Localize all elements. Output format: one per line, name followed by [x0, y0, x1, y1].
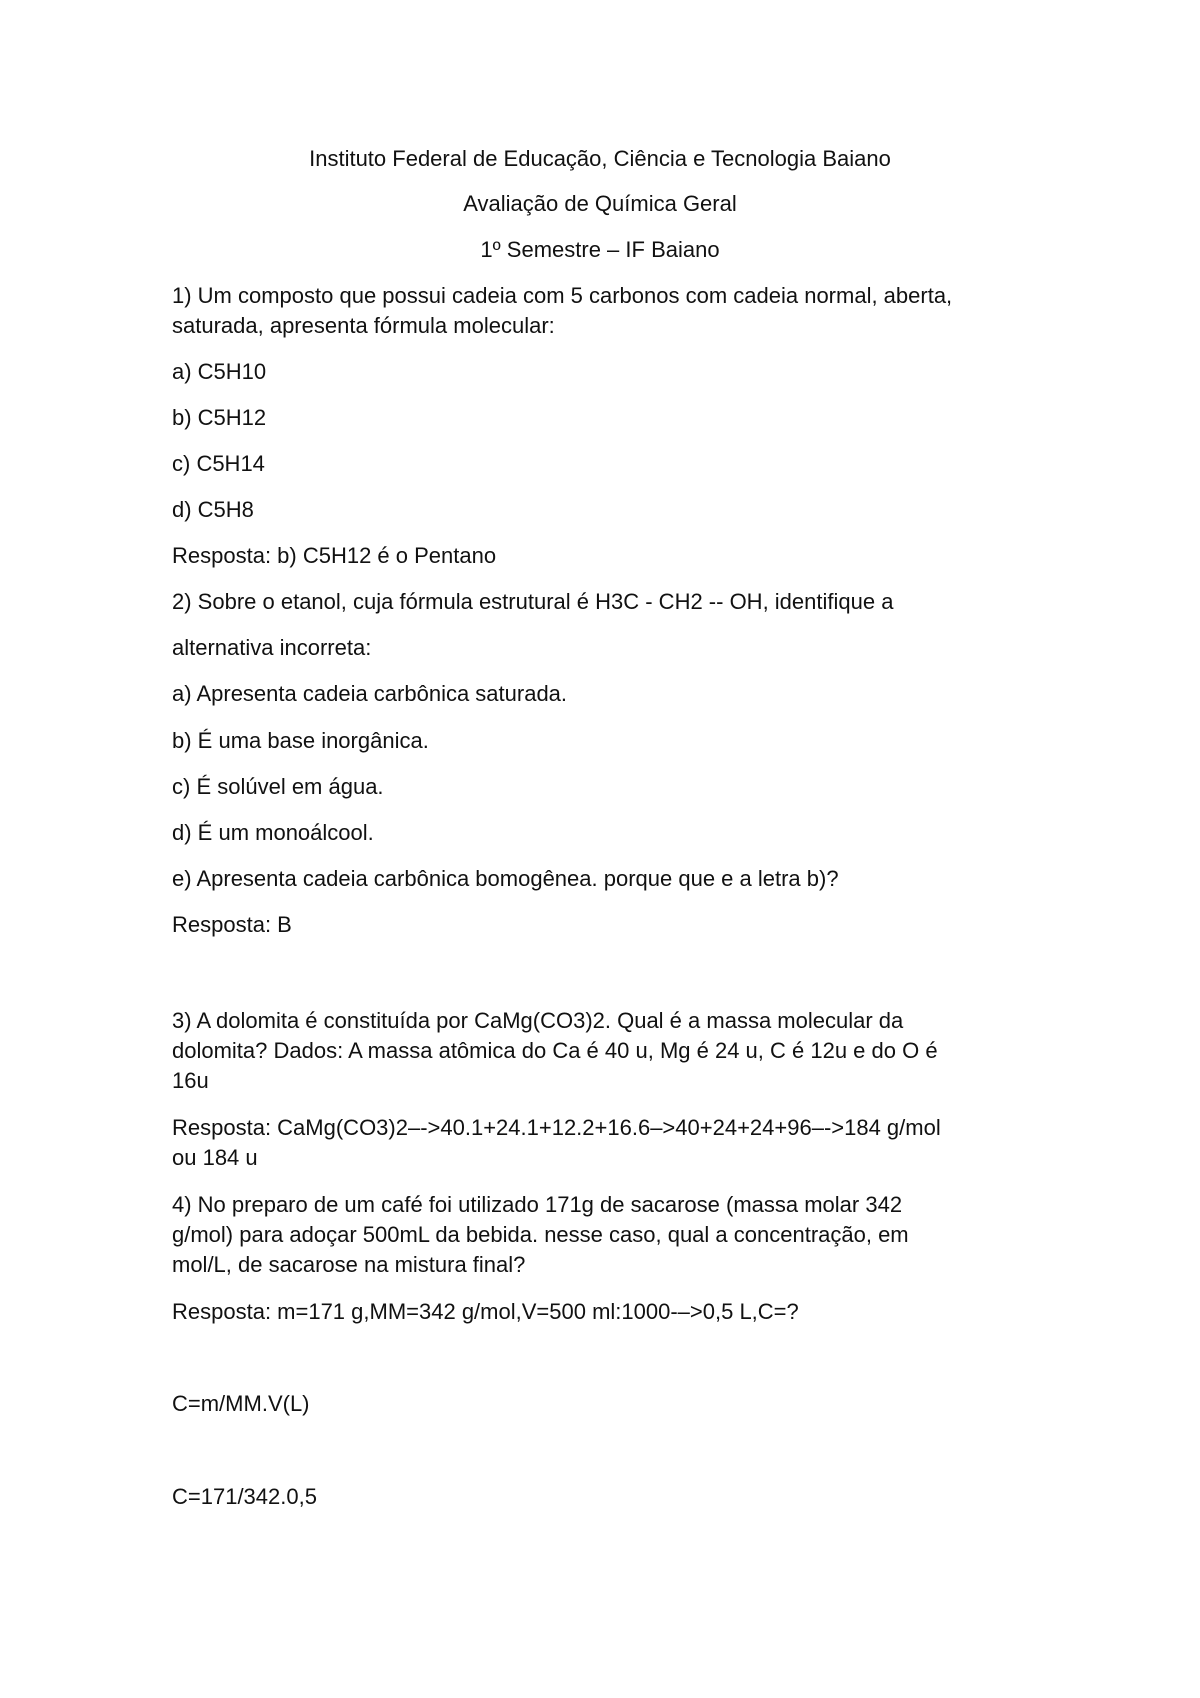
q1-option-a: a) C5H10	[172, 359, 267, 384]
q3-stem-line2: dolomita? Dados: A massa atômica do Ca é 40 u, Mg é 24 u, C é 12u e do O é	[172, 1038, 938, 1063]
q2-stem-line2: alternativa incorreta:	[172, 635, 372, 660]
exam-title: Avaliação de Química Geral	[463, 191, 737, 216]
q3-stem-line3: 16u	[172, 1068, 209, 1093]
q2-option-c: c) É solúvel em água.	[172, 774, 384, 799]
q4-stem-line1: 4) No preparo de um café foi utilizado 171g de sacarose (massa molar 342	[172, 1192, 903, 1217]
q4-stem-line2: g/mol) para adoçar 500mL da bebida. nesse caso, qual a concentração, em	[172, 1222, 909, 1247]
q3-answer-line1: Resposta: CaMg(CO3)2–->40.1+24.1+12.2+16.6–>40+24+24+96–->184 g/mol	[172, 1115, 941, 1140]
institution-title: Instituto Federal de Educação, Ciência e Tecnologia Baiano	[309, 146, 891, 171]
q2-option-b: b) É uma base inorgânica.	[172, 728, 429, 753]
q2-option-a: a) Apresenta cadeia carbônica saturada.	[172, 681, 568, 706]
q4-formula: C=m/MM.V(L)	[172, 1391, 310, 1416]
q4-calculation: C=171/342.0,5	[172, 1484, 317, 1509]
q1-option-b: b) C5H12	[172, 405, 267, 430]
q2-option-d: d) É um monoálcool.	[172, 820, 374, 845]
q4-answer: Resposta: m=171 g,MM=342 g/mol,V=500 ml:1000-–>0,5 L,C=?	[172, 1299, 799, 1324]
q2-answer: Resposta: B	[172, 912, 292, 937]
q3-stem-line1: 3) A dolomita é constituída por CaMg(CO3)2. Qual é a massa molecular da	[172, 1008, 904, 1033]
q1-option-d: d) C5H8	[172, 497, 254, 522]
q4-stem-line3: mol/L, de sacarose na mistura final?	[172, 1252, 526, 1277]
semester-title: 1º Semestre – IF Baiano	[480, 237, 720, 262]
q1-option-c: c) C5H14	[172, 451, 265, 476]
q1-stem-line1: 1) Um composto que possui cadeia com 5 carbonos com cadeia normal, aberta,	[172, 283, 953, 308]
q1-stem-line2: saturada, apresenta fórmula molecular:	[172, 313, 555, 338]
q3-answer-line2: ou 184 u	[172, 1145, 258, 1170]
q1-answer: Resposta: b) C5H12 é o Pentano	[172, 543, 497, 568]
q2-option-e: e) Apresenta cadeia carbônica bomogênea. porque que e a letra b)?	[172, 866, 839, 891]
q2-stem-line1: 2) Sobre o etanol, cuja fórmula estrutural é H3C - CH2 -- OH, identifique a	[172, 589, 894, 614]
